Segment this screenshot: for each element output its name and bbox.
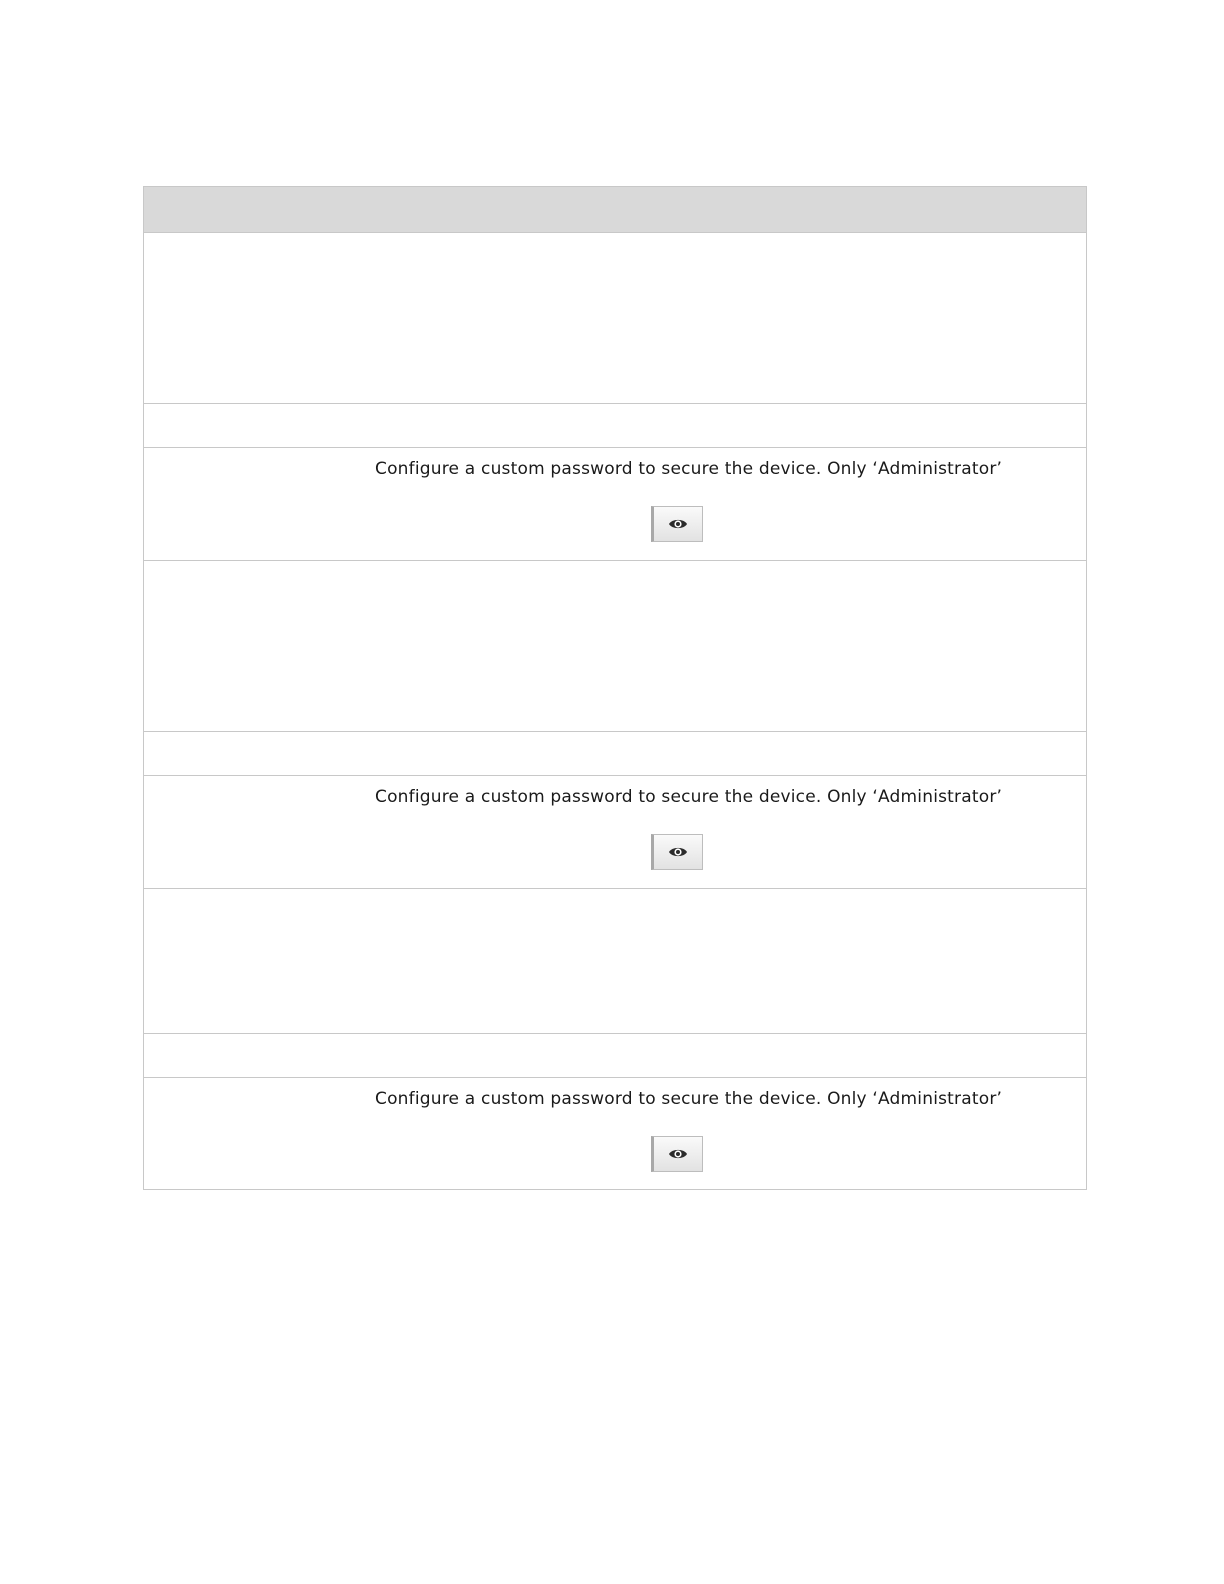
table-row — [144, 232, 1086, 403]
table-header-row — [144, 187, 1086, 232]
password-row-3 — [144, 1077, 1086, 1189]
settings-table — [143, 186, 1087, 1190]
table-row — [144, 403, 1086, 447]
table-row — [144, 1033, 1086, 1077]
table-row — [144, 888, 1086, 1033]
table-row — [144, 560, 1086, 731]
show-password-button[interactable] — [651, 1136, 703, 1172]
password-row-1 — [144, 447, 1086, 560]
table-row — [144, 731, 1086, 775]
password-description: Configure a custom password to secure the device. Only ‘Administrator’ — [375, 787, 1003, 807]
show-password-button[interactable] — [651, 834, 703, 870]
password-description: Configure a custom password to secure the device. Only ‘Administrator’ — [375, 459, 1003, 479]
password-description: Configure a custom password to secure the device. Only ‘Administrator’ — [375, 1089, 1003, 1109]
eye-icon — [668, 845, 688, 859]
eye-icon — [668, 1147, 688, 1161]
password-row-2 — [144, 775, 1086, 888]
show-password-button[interactable] — [651, 506, 703, 542]
eye-icon — [668, 517, 688, 531]
